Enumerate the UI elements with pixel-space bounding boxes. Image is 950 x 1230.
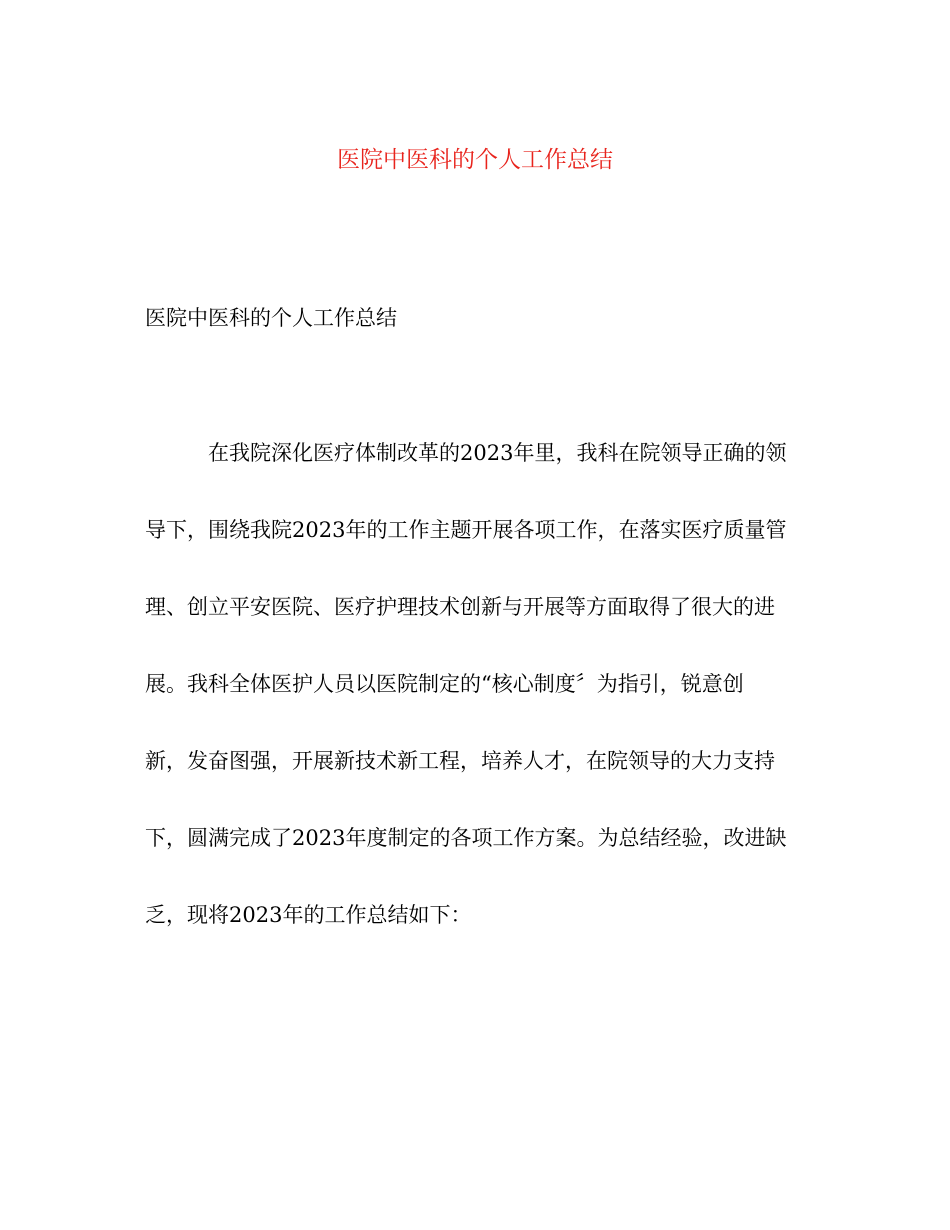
document-body-paragraph <box>145 437 815 976</box>
body-line: 新，发奋图强，开展新技术新工程，培养人才，在院领导的大力支持 <box>145 749 775 773</box>
body-line: 下，圆满完成了2023年度制定的各项工作方案。为总结经验，改进缺 <box>145 826 787 850</box>
document-title: 医院中医科的个人工作总结 <box>337 147 613 173</box>
body-line: 在我院深化医疗体制改革的2023年里，我科在院领导正确的领 <box>208 441 787 465</box>
body-line: 导下，围绕我院2023年的工作主题开展各项工作，在落实医疗质量管 <box>145 518 787 542</box>
body-line: 展。我科全体医护人员以医院制定的“核心制度〞为指引，锐意创 <box>145 672 744 696</box>
document-subtitle: 医院中医科的个人工作总结 <box>145 306 397 330</box>
body-line: 乏，现将2023年的工作总结如下： <box>145 903 472 927</box>
body-line: 理、创立平安医院、医疗护理技术创新与开展等方面取得了很大的进 <box>145 595 775 619</box>
